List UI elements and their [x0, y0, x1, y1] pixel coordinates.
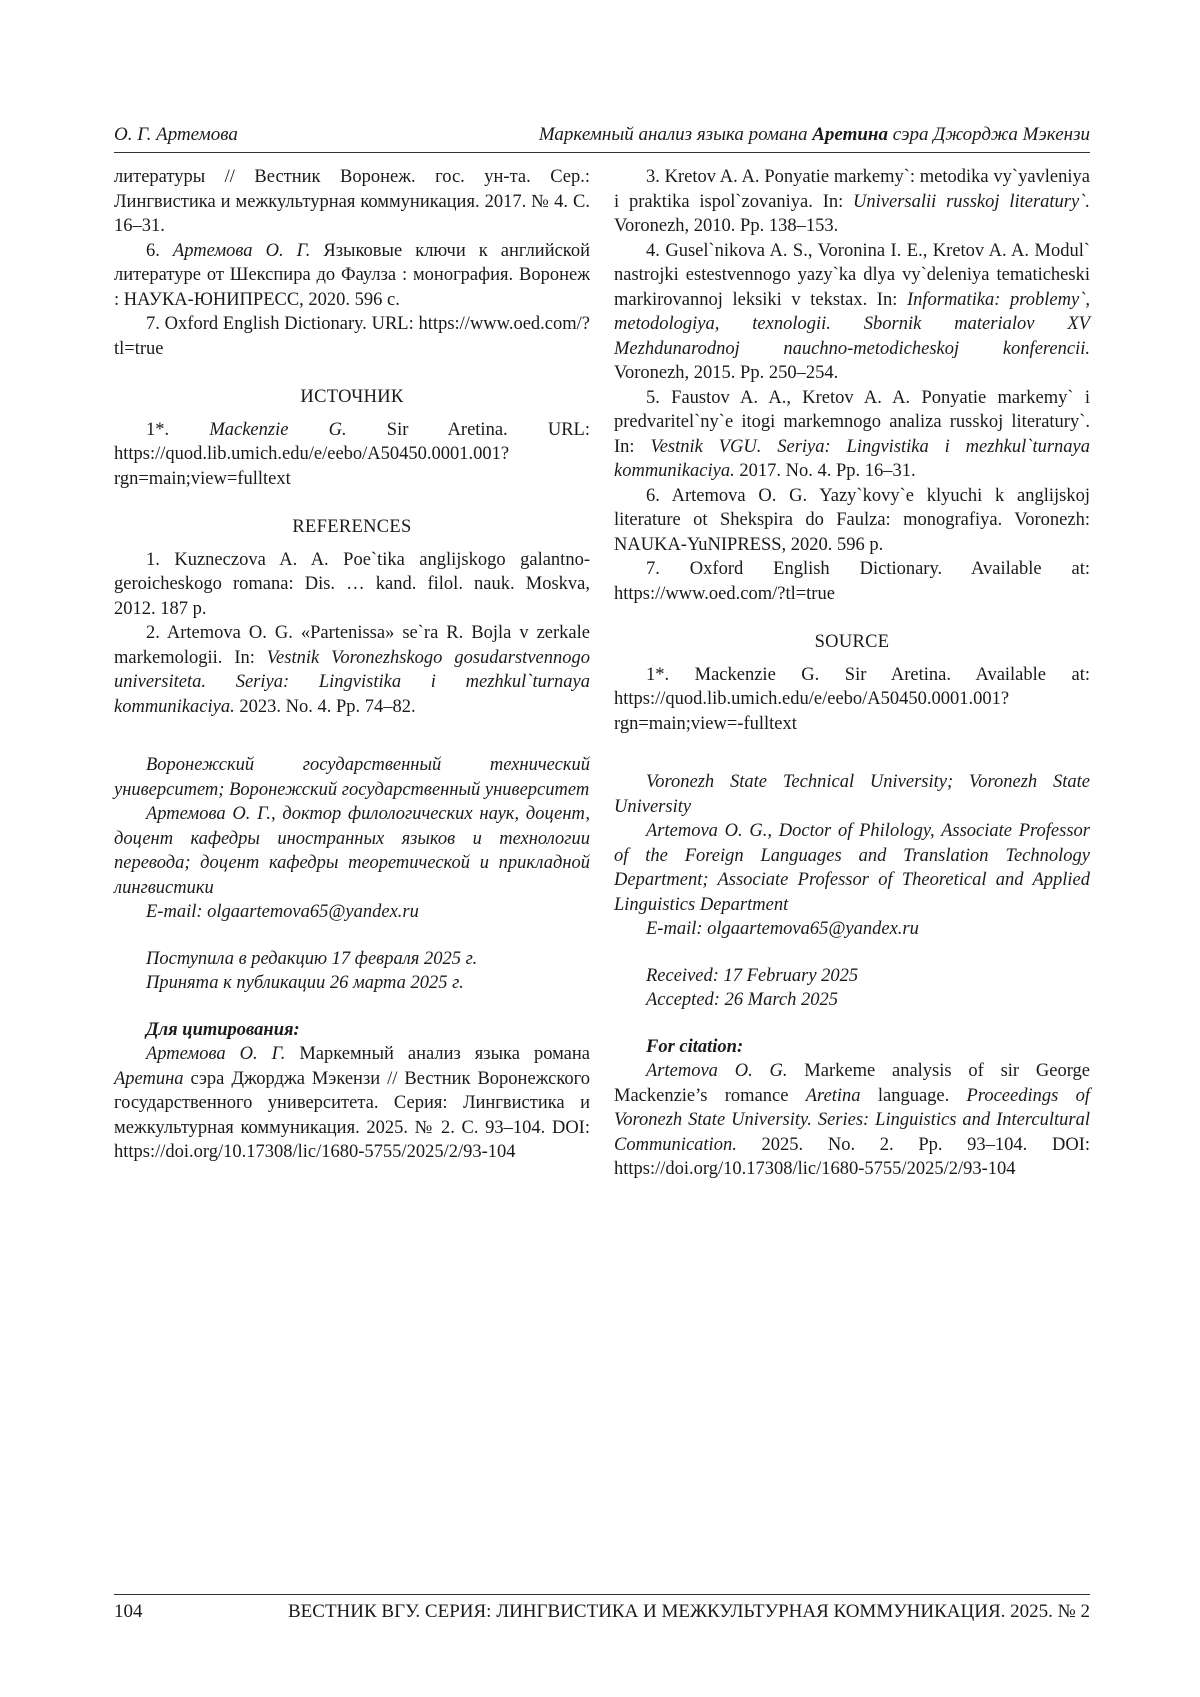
accepted-en: Accepted: 26 March 2025	[646, 990, 838, 1010]
author-info-en: Artemova O. G., Doctor of Philology, Associate Professor of the Foreign Languages and Translation Technology Department; Associate Professor of Theoretical and Applied Linguistics Department	[614, 821, 1090, 915]
journal-title: ВЕСТНИК ВГУ. СЕРИЯ: ЛИНГВИСТИКА И МЕЖКУЛЬТУРНАЯ КОММУНИКАЦИЯ. 2025. № 2	[288, 1601, 1090, 1622]
reference-en-3: 3. Kretov A. A. Ponyatie markemy`: metodika vy`yavleniya i praktika ispol`zovaniya. In: Universalii russkoj literatury`. Voronezh, 2010. Pp. 138–153.	[614, 167, 1091, 236]
email-en: E-mail: olgaartemova65@yandex.ru	[646, 919, 919, 939]
received-en: Received: 17 February 2025	[646, 965, 859, 986]
reference-continued: литературы // Вестник Воронеж. гос. ун-та. Сер.: Лингвистика и межкультурная коммуникация. 2017. № 4. С. 16–31.	[114, 167, 590, 236]
references-heading: REFERENCES	[292, 517, 412, 537]
received-ru: Поступила в редакцию 17 февраля 2025 г.	[146, 948, 478, 969]
citation-ru: Артемова О. Г. Маркемный анализ языка романа Аретина сэра Джорджа Мэкензи // Вестник Воронежского государственного университета. Серия: Лингвистика и межкультурная коммуникация. 2025. № 2. С. 93–104. DOI: https://doi.org/10.17308/lic/1680-5755/2025/2/93-104	[114, 1044, 591, 1162]
author-info-ru: Артемова О. Г., доктор филологических наук, доцент, доцент кафедры иностранных языков и технологии перевода; доцент кафедры теоретической и прикладной лингвистики	[114, 804, 590, 898]
reference-7: 7. Oxford English Dictionary. URL: https://www.oed.com/?tl=true	[114, 314, 590, 359]
source-heading: ИСТОЧНИК	[300, 387, 404, 407]
running-header	[114, 124, 1090, 153]
reference-en-4: 4. Gusel`nikova A. S., Voronina I. E., Kretov A. A. Modul` nastrojki estestvennogo yazy`ka dlya vy`deleniya tematicheski markirovannoj leksiki v tekstax. In: Informatika: problemy`, metodologiya, texnologii. Sbornik materialov XV Mezhdunarodnoj nauchno-metodicheskoj konferencii. Voronezh, 2015. Pp. 250–254.	[614, 240, 1090, 383]
right-column	[614, 165, 1090, 1182]
reference-en-1: 1. Kuzneczova A. A. Poe`tika anglijskogo galantno-geroicheskogo romana: Dis. … kand. filol. nauk. Moskva, 2012. 187 p.	[114, 549, 590, 619]
reference-en-2: 2. Artemova O. G. «Partenissa» se`ra R. Bojla v zerkale markemologii. In: Vestnik Voronezhskogo gosudarstvennogo universiteta. Seriya: Lingvistika i mezhkul`turnaya kommunikaciya. 2023. No. 4. Pp. 74–82.	[114, 623, 590, 717]
page-number: 104	[114, 1601, 143, 1622]
accepted-ru: Принята к публикации 26 марта 2025 г.	[146, 973, 464, 993]
affiliation-ru: Воронежский государственный технический университет; Воронежский государственный университет	[114, 755, 590, 800]
header-article-title: Маркемный анализ языка романа Аретина сэра Джорджа Мэкензи	[538, 124, 1090, 145]
reference-en-6: 6. Artemova O. G. Yazy`kovy`e klyuchi k anglijskoj literature ot Shekspira do Faulza: monografiya. Voronezh: NAUKA-YuNIPRESS, 2020. 596 p.	[614, 485, 1090, 555]
reference-6: 6. Артемова О. Г. Языковые ключи к английской литературе от Шекспира до Фаулза : монография. Воронеж : НАУКА-ЮНИПРЕСС, 2020. 596 с.	[114, 240, 591, 310]
source-en-1: 1*. Mackenzie G. Sir Aretina. Available at: https://quod.lib.umich.edu/e/eebo/A50450.0001.001?rgn=main;view=-fulltext	[614, 664, 1090, 734]
email-ru: E-mail: olgaartemova65@yandex.ru	[146, 902, 419, 922]
reference-en-5: 5. Faustov A. A., Kretov A. A. Ponyatie markemy` i predvaritel`ny`e itogi markemnogo analiza russkoj literatury`. In: Vestnik VGU. Seriya: Lingvistika i mezhkul`turnaya kommunikaciya. 2017. No. 4. Pp. 16–31.	[614, 387, 1090, 481]
reference-en-7: 7. Oxford English Dictionary. Available at: https://www.oed.com/?tl=true	[614, 559, 1090, 604]
header-author: О. Г. Артемова	[114, 124, 238, 145]
left-column	[114, 165, 590, 1165]
running-footer	[114, 1594, 1090, 1631]
citation-en: Artemova O. G. Markeme analysis of sir George Mackenzie’s romance Aretina language. Proceedings of Voronezh State University. Series: Linguistics and Intercultural Communication. 2025. No. 2. Pp. 93–104. DOI: https://doi.org/10.17308/lic/1680-5755/2025/2/93-104	[614, 1061, 1090, 1179]
affiliation-en: Voronezh State Technical University; Voronezh State University	[614, 772, 1090, 817]
source-heading-en: SOURCE	[814, 632, 890, 652]
source-1: 1*. Mackenzie G. Sir Aretina. URL: https://quod.lib.umich.edu/e/eebo/A50450.0001.001?rgn=main;view=fulltext	[114, 419, 590, 489]
citation-heading-ru: Для цитирования:	[146, 1019, 300, 1040]
citation-heading-en: For citation:	[646, 1036, 744, 1057]
